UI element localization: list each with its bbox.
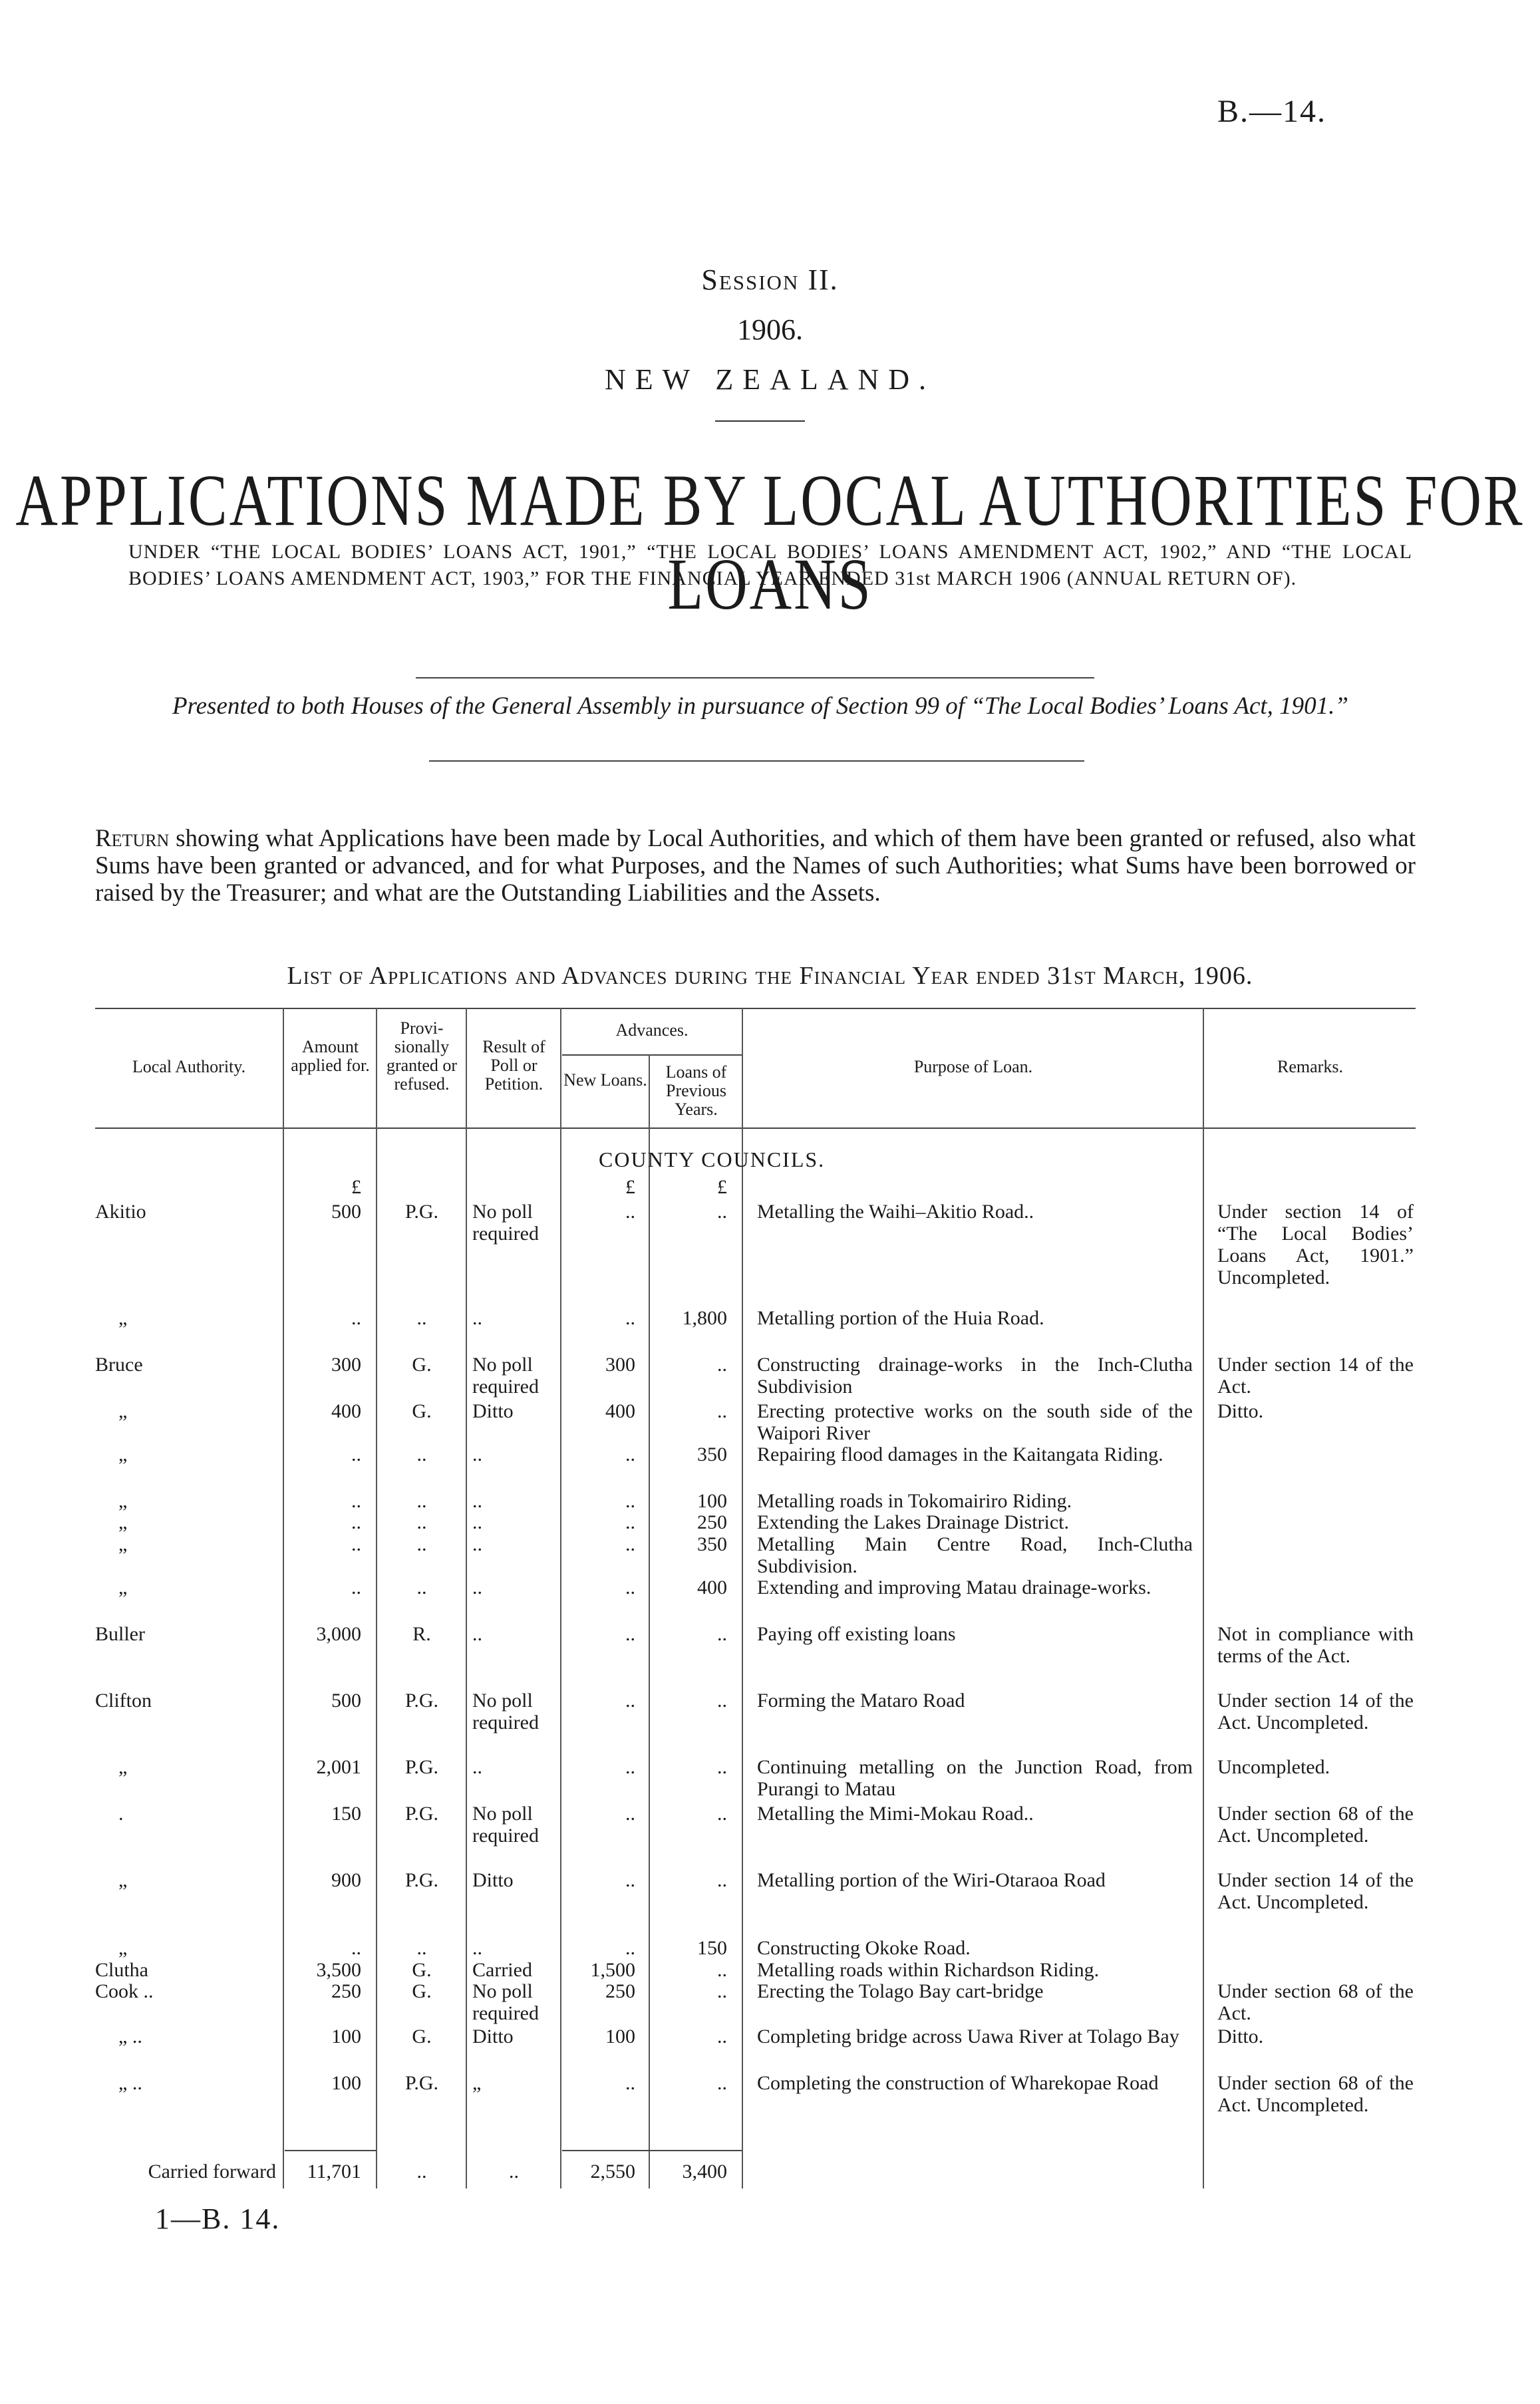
cell-authority: Bruce <box>95 1354 143 1376</box>
cell-previous-loans: .. <box>717 1623 727 1645</box>
total-rule <box>562 2150 742 2151</box>
cell-remarks: Ditto. <box>1217 1400 1264 1422</box>
cell-remarks: Uncompleted. <box>1217 1756 1330 1778</box>
cell-provisional: P.G. <box>404 1756 439 1778</box>
cell-purpose: Metalling roads within Richardson Riding. <box>757 1959 1100 1981</box>
cell-provisional: .. <box>416 1533 427 1555</box>
header-previous-loans: Loans of Previous Years. <box>665 1062 727 1119</box>
cell-provisional: .. <box>416 1490 427 1512</box>
cell-provisional: .. <box>416 1443 427 1465</box>
cell-authority: „ <box>118 1443 128 1465</box>
total-result: .. <box>509 2161 519 2182</box>
cell-purpose: Constructing Okoke Road. <box>757 1937 971 1959</box>
cell-result: .. <box>472 1533 482 1555</box>
cell-new-loans: 1,500 <box>590 1959 635 1981</box>
currency-symbol: £ <box>717 1176 727 1198</box>
cell-remarks: Ditto. <box>1217 2026 1264 2047</box>
list-title: List of Applications and Advances during the Financial Year ended 31st March, 1906. <box>287 962 1253 990</box>
cell-previous-loans: .. <box>717 1980 727 2002</box>
cell-result: .. <box>472 1937 482 1959</box>
cell-purpose: Erecting the Tolago Bay cart-bridge <box>757 1980 1044 2002</box>
cell-new-loans: 100 <box>605 2026 635 2047</box>
cell-amount: 2,001 <box>316 1756 361 1778</box>
cell-authority: „ .. <box>118 2026 142 2047</box>
cell-authority: „ <box>118 1577 128 1598</box>
cell-provisional: .. <box>416 1577 427 1598</box>
cell-amount: 250 <box>331 1980 361 2002</box>
cell-remarks: Under section 68 of the Act. Uncompleted. <box>1217 2072 1414 2116</box>
cell-previous-loans: .. <box>717 1756 727 1778</box>
column-rule <box>649 1054 650 2188</box>
cell-previous-loans: 1,800 <box>682 1307 727 1329</box>
cell-previous-loans: .. <box>717 1690 727 1712</box>
cell-purpose: Constructing drainage-works in the Inch-Clutha Subdivision <box>757 1354 1193 1398</box>
cell-new-loans: .. <box>625 1511 635 1533</box>
total-amount: 11,701 <box>307 2161 361 2182</box>
total-new-loans: 2,550 <box>590 2161 635 2182</box>
cell-new-loans: .. <box>625 1623 635 1645</box>
cell-amount: 150 <box>331 1803 361 1825</box>
cell-amount: 100 <box>331 2026 361 2047</box>
cell-new-loans: 250 <box>605 1980 635 2002</box>
column-rule <box>1203 1008 1204 2188</box>
cell-previous-loans: .. <box>717 1354 727 1376</box>
cell-previous-loans: 400 <box>697 1577 727 1598</box>
cell-purpose: Forming the Mataro Road <box>757 1690 965 1712</box>
cell-amount: .. <box>351 1937 361 1959</box>
year-label: 1906. <box>737 313 803 346</box>
cell-new-loans: .. <box>625 1756 635 1778</box>
header-purpose: Purpose of Loan. <box>913 1057 1033 1076</box>
cell-new-loans: .. <box>625 1201 635 1223</box>
cell-authority: „ <box>118 1511 128 1533</box>
return-body: showing what Applications have been made by Local Authorities, and which of them have been granted or refused, also what Sums have been granted or advanced, and for what Purposes, and the Names of such Authorities; what Sums have been borrowed or raised by the Treasurer; and what are the Outstanding Liabilities and the Assets. <box>95 825 1416 907</box>
cell-purpose: Completing the construction of Wharekopae Road <box>757 2072 1159 2094</box>
cell-previous-loans: .. <box>717 1400 727 1422</box>
cell-amount: 100 <box>331 2072 361 2094</box>
divider <box>416 677 1094 678</box>
cell-authority: Clifton <box>95 1690 152 1712</box>
cell-provisional: P.G. <box>404 1869 439 1891</box>
cell-provisional: .. <box>416 1511 427 1533</box>
cell-provisional: .. <box>416 1937 427 1959</box>
cell-amount: .. <box>351 1511 361 1533</box>
cell-result: No poll required <box>472 1980 539 2024</box>
header-new-loans: New Loans. <box>563 1070 647 1090</box>
cell-previous-loans: .. <box>717 2026 727 2047</box>
cell-new-loans: .. <box>625 2072 635 2094</box>
cell-remarks: Under section 14 of the Act. Uncompleted. <box>1217 1869 1414 1913</box>
cell-authority: Cook .. <box>95 1980 154 2002</box>
cell-new-loans: .. <box>625 1490 635 1512</box>
cell-amount: .. <box>351 1577 361 1598</box>
cell-previous-loans: .. <box>717 1869 727 1891</box>
cell-new-loans: .. <box>625 1533 635 1555</box>
cell-purpose: Metalling portion of the Wiri-Otaraoa Road <box>757 1869 1106 1891</box>
return-lead: Return <box>95 825 170 852</box>
advances-rule <box>562 1054 742 1056</box>
cell-amount: 3,000 <box>316 1623 361 1645</box>
cell-result: .. <box>472 1490 482 1512</box>
cell-purpose: Metalling Main Centre Road, Inch-Clutha Subdivision. <box>757 1533 1193 1577</box>
cell-previous-loans: 250 <box>697 1511 727 1533</box>
currency-symbol: £ <box>351 1176 361 1198</box>
cell-purpose: Completing bridge across Uawa River at Tolago Bay <box>757 2026 1179 2047</box>
cell-authority: Clutha <box>95 1959 148 1981</box>
cell-new-loans: 300 <box>605 1354 635 1376</box>
cell-provisional: R. <box>412 1623 431 1645</box>
cell-amount: 900 <box>331 1869 361 1891</box>
cell-remarks: Under section 68 of the Act. Uncompleted. <box>1217 1803 1414 1847</box>
cell-purpose: Metalling roads in Tokomairiro Riding. <box>757 1490 1072 1512</box>
total-rule <box>285 2150 376 2151</box>
cell-new-loans: .. <box>625 1443 635 1465</box>
divider <box>715 420 805 422</box>
cell-authority: „ <box>118 1756 128 1778</box>
cell-remarks: Under section 14 of “The Local Bodies’ Loans Act, 1901.” Uncompleted. <box>1217 1201 1414 1288</box>
cell-new-loans: .. <box>625 1937 635 1959</box>
cell-authority: . <box>118 1803 124 1825</box>
subtitle: UNDER “THE LOCAL BODIES’ LOANS ACT, 1901,” “THE LOCAL BODIES’ LOANS AMENDMENT ACT, 1902,” AND “THE LOCAL BODIES’ LOANS AMENDMENT ACT, 1903,” FOR THE FINANCIAL YEAR ENDED 31st MARCH 1906 (ANNUAL RETURN OF). <box>128 541 1412 589</box>
column-rule <box>466 1008 467 2188</box>
cell-previous-loans: .. <box>717 1201 727 1223</box>
cell-previous-loans: .. <box>717 1959 727 1981</box>
cell-provisional: P.G. <box>404 1803 439 1825</box>
cell-provisional: G. <box>412 1354 432 1376</box>
column-rule <box>742 1008 743 2188</box>
cell-remarks: Under section 14 of the Act. <box>1217 1354 1414 1398</box>
cell-amount: .. <box>351 1443 361 1465</box>
cell-provisional: G. <box>412 2026 432 2047</box>
cell-amount: .. <box>351 1307 361 1329</box>
cell-new-loans: .. <box>625 1577 635 1598</box>
cell-previous-loans: 350 <box>697 1443 727 1465</box>
cell-authority: „ <box>118 1937 128 1959</box>
cell-new-loans: .. <box>625 1690 635 1712</box>
session-label: Session II. <box>701 263 839 296</box>
cell-authority: „ <box>118 1400 128 1422</box>
country-label: NEW ZEALAND. <box>604 363 936 396</box>
total-provisional: .. <box>416 2161 427 2182</box>
cell-previous-loans: 150 <box>697 1937 727 1959</box>
header-provisional: Provi-sionally granted or refused. <box>386 1018 458 1094</box>
cell-authority: Akitio <box>95 1201 146 1223</box>
cell-result: .. <box>472 1623 482 1645</box>
cell-result: .. <box>472 1307 482 1329</box>
section-heading: COUNTY COUNCILS. <box>599 1147 826 1171</box>
header-result: Result of Poll or Petition. <box>482 1037 545 1094</box>
cell-amount: 300 <box>331 1354 361 1376</box>
cell-purpose: Extending the Lakes Drainage District. <box>757 1511 1070 1533</box>
cell-result: Carried <box>472 1959 532 1981</box>
column-rule <box>560 1008 561 2188</box>
cell-amount: 400 <box>331 1400 361 1422</box>
cell-result: No poll required <box>472 1690 539 1733</box>
cell-provisional: P.G. <box>404 1201 439 1223</box>
cell-purpose: Extending and improving Matau drainage-works. <box>757 1577 1152 1598</box>
cell-result: .. <box>472 1443 482 1465</box>
cell-authority: „ <box>118 1533 128 1555</box>
cell-previous-loans: 350 <box>697 1533 727 1555</box>
cell-provisional: G. <box>412 1980 432 2002</box>
cell-provisional: .. <box>416 1307 427 1329</box>
cell-purpose: Metalling the Waihi–Akitio Road.. <box>757 1201 1034 1223</box>
cell-result: .. <box>472 1577 482 1598</box>
currency-symbol: £ <box>625 1176 635 1198</box>
cell-result: No poll required <box>472 1354 539 1398</box>
cell-previous-loans: 100 <box>697 1490 727 1512</box>
cell-new-loans: .. <box>625 1803 635 1825</box>
cell-provisional: P.G. <box>404 2072 439 2094</box>
cell-amount: 3,500 <box>316 1959 361 1981</box>
cell-provisional: P.G. <box>404 1690 439 1712</box>
divider <box>429 760 1084 762</box>
total-label: Carried forward <box>148 2161 276 2182</box>
table-top-rule <box>95 1008 1416 1009</box>
return-paragraph <box>95 825 1416 907</box>
cell-new-loans: .. <box>625 1869 635 1891</box>
cell-authority: „ <box>118 1490 128 1512</box>
header-local-authority: Local Authority. <box>132 1057 246 1076</box>
total-previous-loans: 3,400 <box>682 2161 727 2182</box>
cell-result: Ditto <box>472 1400 514 1422</box>
cell-remarks: Under section 14 of the Act. Uncompleted. <box>1217 1690 1414 1733</box>
cell-result: Ditto <box>472 2026 514 2047</box>
cell-purpose: Metalling the Mimi-Mokau Road.. <box>757 1803 1034 1825</box>
column-rule <box>376 1008 377 2188</box>
cell-purpose: Metalling portion of the Huia Road. <box>757 1307 1044 1329</box>
cell-authority: „ .. <box>118 2072 142 2094</box>
page-reference: B.—14. <box>1217 94 1327 129</box>
cell-provisional: G. <box>412 1959 432 1981</box>
cell-result: No poll required <box>472 1803 539 1847</box>
cell-remarks: Not in compliance with terms of the Act. <box>1217 1623 1414 1667</box>
cell-previous-loans: .. <box>717 1803 727 1825</box>
cell-result: Ditto <box>472 1869 514 1891</box>
cell-authority: Buller <box>95 1623 145 1645</box>
cell-result: .. <box>472 1511 482 1533</box>
cell-new-loans: 400 <box>605 1400 635 1422</box>
header-advances: Advances. <box>615 1020 689 1040</box>
header-amount: Amount applied for. <box>291 1037 370 1075</box>
cell-purpose: Erecting protective works on the south side of the Waipori River <box>757 1400 1193 1444</box>
header-remarks: Remarks. <box>1277 1057 1343 1076</box>
cell-result: „ <box>472 2072 482 2094</box>
cell-previous-loans: .. <box>717 2072 727 2094</box>
main-title: APPLICATIONS MADE BY LOCAL AUTHORITIES FOR LOANS <box>15 460 1525 625</box>
cell-purpose: Repairing flood damages in the Kaitangata Riding. <box>757 1443 1163 1465</box>
cell-authority: „ <box>118 1869 128 1891</box>
cell-purpose: Continuing metalling on the Junction Road, from Purangi to Matau <box>757 1756 1193 1800</box>
cell-new-loans: .. <box>625 1307 635 1329</box>
cell-amount: .. <box>351 1490 361 1512</box>
cell-amount: 500 <box>331 1201 361 1223</box>
cell-purpose: Paying off existing loans <box>757 1623 956 1645</box>
table-header-rule <box>95 1127 1416 1129</box>
cell-amount: 500 <box>331 1690 361 1712</box>
cell-authority: „ <box>118 1307 128 1329</box>
cell-remarks: Under section 68 of the Act. <box>1217 1980 1414 2024</box>
footer-signature: 1—B. 14. <box>155 2202 281 2235</box>
presented-note: Presented to both Houses of the General Assembly in pursuance of Section 99 of “The Local Bodies’ Loans Act, 1901.” <box>172 692 1348 720</box>
cell-amount: .. <box>351 1533 361 1555</box>
cell-result: .. <box>472 1756 482 1778</box>
cell-result: No poll required <box>472 1201 539 1245</box>
cell-provisional: G. <box>412 1400 432 1422</box>
